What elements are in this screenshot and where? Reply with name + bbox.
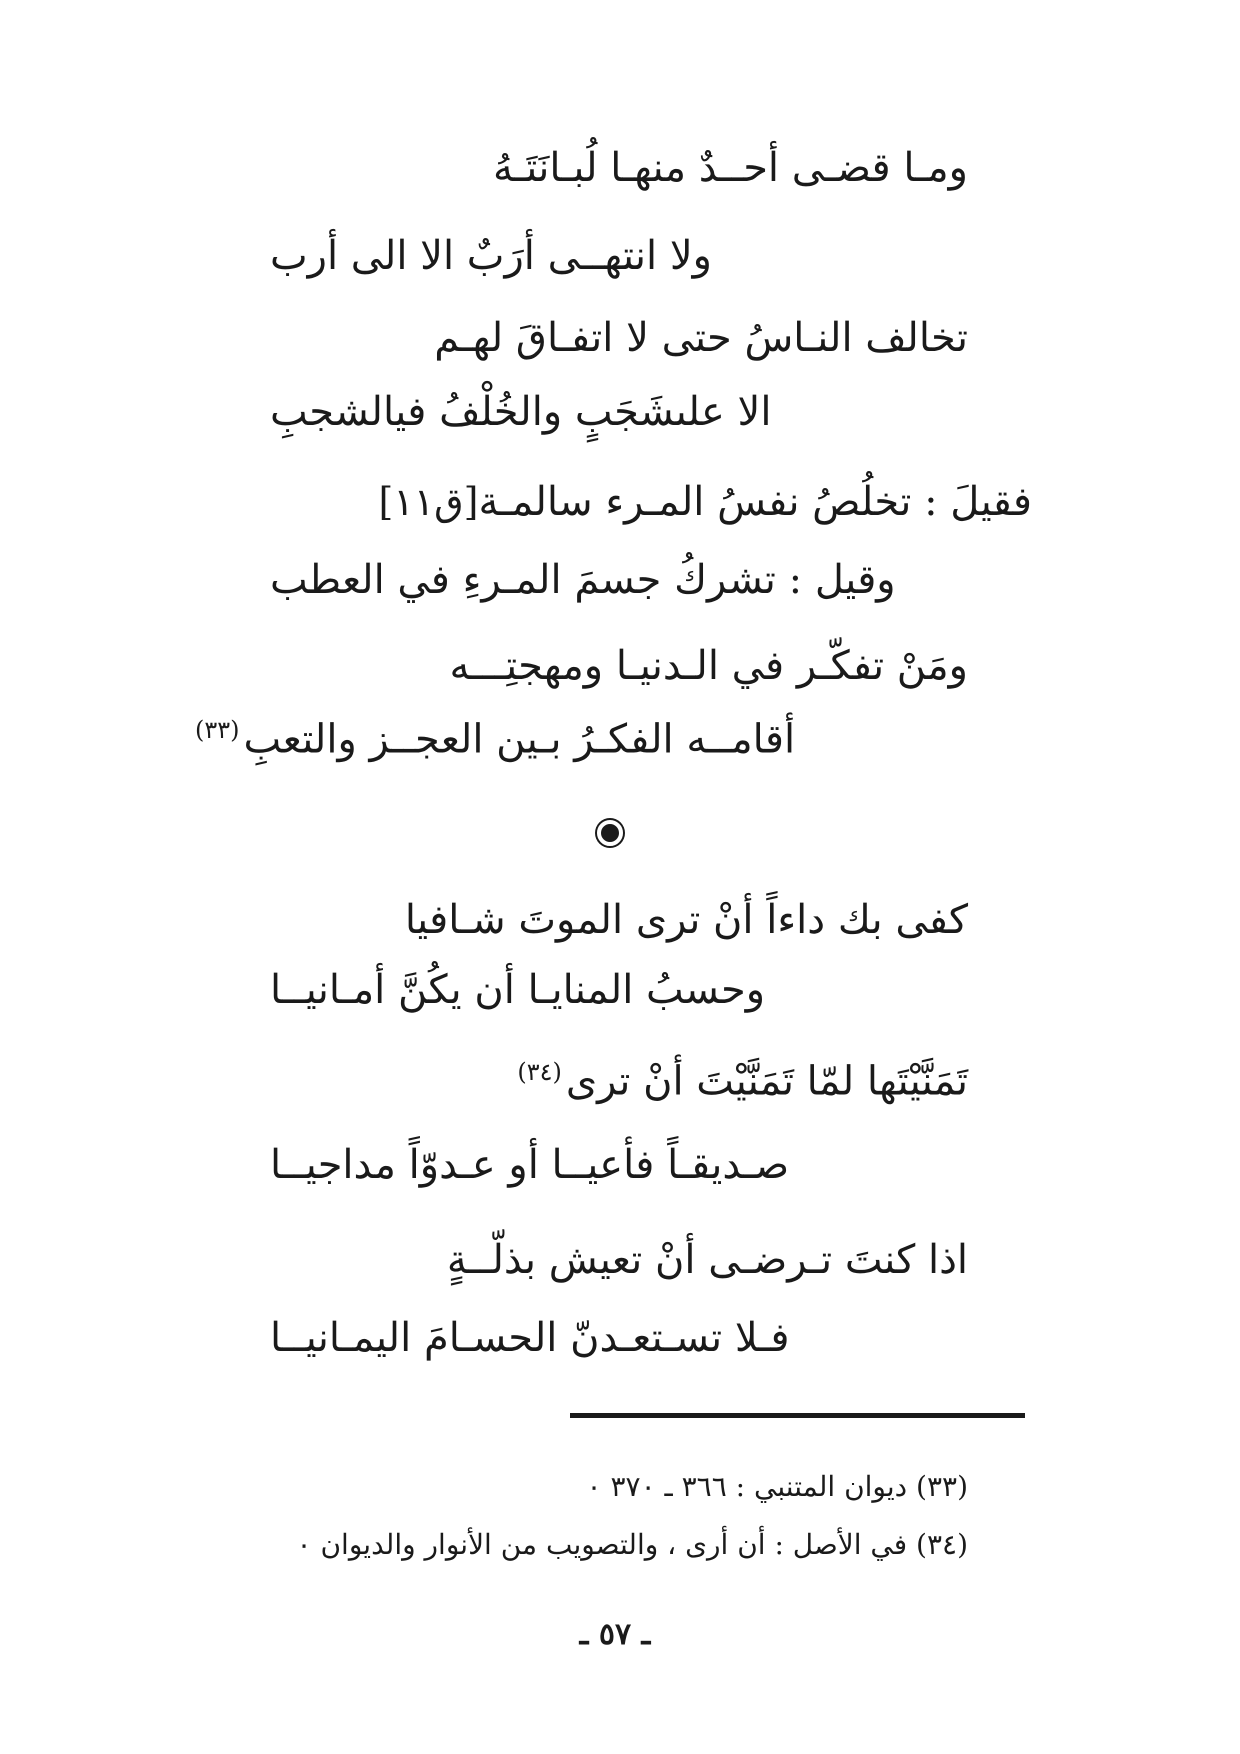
footnote-text: ديوان المتنبي : ٣٦٦ ـ ٣٧٠ ٠ (586, 1470, 908, 1503)
footnote-33 (587, 1470, 968, 1503)
verse-text: ومـا قضـى أحــدٌ منهـا لُبـانَتَـهُ (492, 145, 968, 191)
verse-text: أقامــه الفكـرُ بـين العجــز والتعبِ (243, 716, 796, 763)
footnote-separator-rule (570, 1413, 1025, 1418)
verse-text: وحسبُ المنايـا أن يكُنَّ أمـانيــا (270, 967, 766, 1013)
page-number: ـ ٥٧ ـ (579, 1617, 651, 1652)
poem1-verse2-sadr (434, 315, 968, 361)
poem1-verse3-sadr (378, 479, 1032, 525)
verse-text: فـلا تسـتعـدنّ الحسـامَ اليمـانيــا (270, 1315, 790, 1361)
footnote-ref: (٣٤) (916, 1528, 968, 1561)
poem2-verse1-ajz (270, 967, 766, 1013)
verse-text: تخالف النـاسُ حتى لا اتفـاقَ لهـم (434, 315, 968, 361)
verse-text: ولا انتهــى أرَبٌ الا الى أرب (270, 233, 712, 279)
poem1-verse3-ajz (270, 557, 896, 603)
verse-text: ومَنْ تفكّـر في الـدنيـا ومهجتِـــه (449, 643, 968, 689)
verse-text: اذا كنتَ تـرضـى أنْ تعيش بذلّــةٍ (446, 1237, 968, 1283)
poem1-verse4-sadr (449, 643, 968, 689)
verse-text: وقيل : تشركُ جسمَ المـرءِ في العطب (270, 557, 896, 603)
verse-text: كفى بك داءاً أنْ ترى الموتَ شـافيا (404, 897, 968, 943)
manuscript-folio-marker: [ق١١] (378, 480, 479, 524)
verse-text: تَمَنَّيْتَها لمّا تَمَنَّيْتَ أنْ ترى (565, 1058, 968, 1105)
footnote-ref-33: (٣٣) (195, 716, 240, 744)
poem1-verse2-ajz (270, 389, 772, 435)
poem1-verse4-ajz (195, 716, 796, 763)
footnote-ref-34: (٣٤) (517, 1058, 562, 1086)
poem2-verse2-sadr (517, 1058, 968, 1105)
verse-text: صـديقـاً فأعيــا أو عـدوّاً مداجيــا (270, 1142, 790, 1188)
poem2-verse3-sadr (446, 1237, 968, 1283)
poem1-verse1-sadr (492, 145, 968, 191)
poem2-verse2-ajz (270, 1142, 790, 1188)
poem2-verse1-sadr (404, 897, 968, 943)
poem1-verse1-ajz (270, 233, 712, 279)
verse-text: الا علىشَجَبٍ والخُلْفُ فيالشجبِ (270, 389, 772, 435)
verse-text: فقيلَ : تخلُصُ نفسُ المـرء سالمـة (478, 479, 1032, 525)
poem2-verse3-ajz (270, 1315, 790, 1361)
section-separator-ornament (597, 820, 623, 846)
footnote-34 (297, 1528, 968, 1561)
footnote-text: في الأصل : أن أرى ، والتصويب من الأنوار والديوان ٠ (296, 1528, 908, 1561)
footnote-ref: (٣٣) (916, 1470, 968, 1503)
